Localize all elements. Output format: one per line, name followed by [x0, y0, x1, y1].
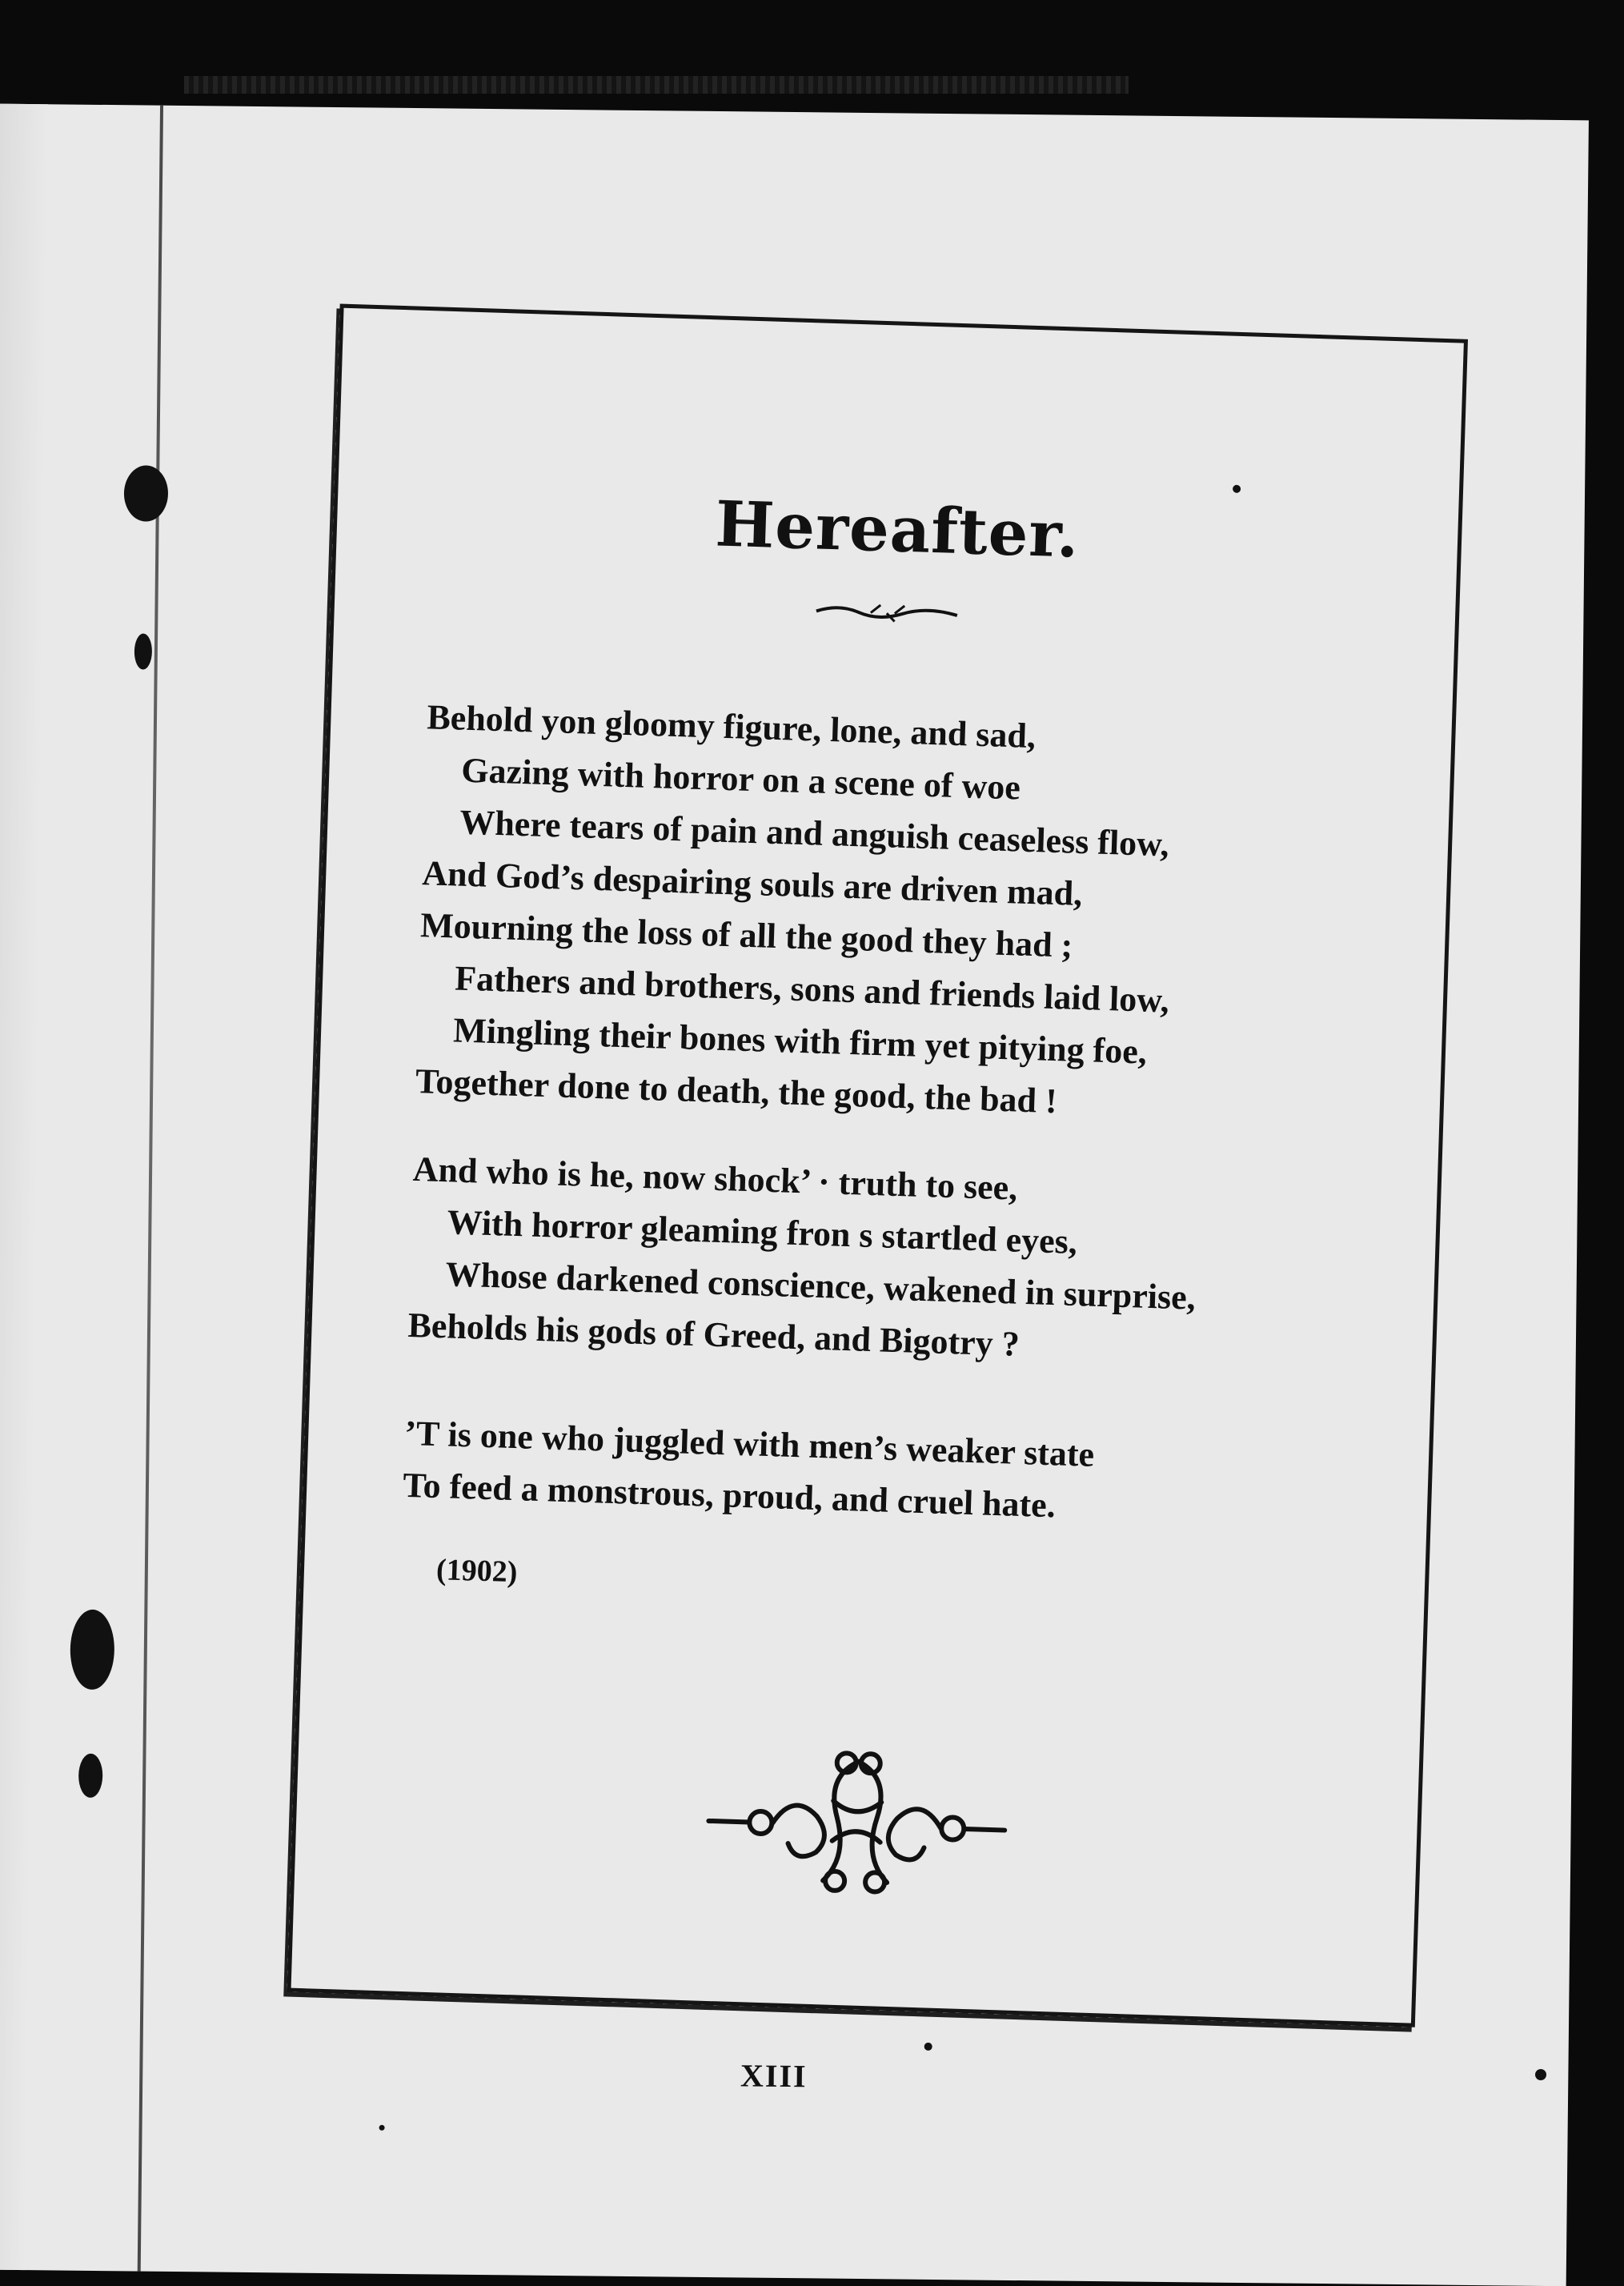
poem-line: Where tears of pain and anguish ceaseless flow, — [459, 802, 1170, 864]
ink-blot — [124, 465, 169, 522]
poem-line: With horror gleaming fron s startled eyes, — [446, 1202, 1078, 1262]
poem-line: Gazing with horror on a scene of woe — [460, 750, 1021, 808]
poem-date: (1902) — [435, 1553, 519, 1590]
poem-line: Mourning the loss of all the good they had ; — [419, 905, 1074, 965]
poem-line: Fathers and brothers, sons and friends laid low, — [454, 958, 1170, 1021]
stanza — [407, 1143, 1334, 1380]
poem-line: Mingling their bones with firm yet pitying foe, — [452, 1010, 1148, 1072]
scan-speck — [379, 2125, 385, 2131]
scan-speck — [924, 2043, 932, 2051]
page-number: XIII — [740, 2057, 808, 2095]
page-left-edge — [0, 104, 48, 2270]
book-page — [0, 104, 1589, 2286]
poem-line: To feed a monstrous, proud, and cruel hate. — [402, 1465, 1057, 1526]
vine-divider-icon — [814, 599, 959, 628]
scan-speck — [1233, 485, 1241, 493]
stanza — [402, 1407, 1325, 1540]
ink-blot — [70, 1610, 114, 1690]
ink-blot — [134, 633, 152, 669]
stanza — [415, 691, 1348, 1136]
scan-speck — [1535, 2069, 1546, 2080]
scroll-ornament-icon — [703, 1741, 1012, 1903]
poem-line: Together done to death, the good, the bad ! — [415, 1061, 1058, 1121]
poem-title: Hereafter. — [714, 487, 1081, 572]
binding-fold-line — [138, 106, 163, 2272]
poem-frame — [287, 304, 1468, 2027]
poem-line: Beholds his gods of Greed, and Bigotry ? — [407, 1305, 1021, 1364]
poem-line: And who is he, now shock’ · truth to see, — [412, 1149, 1019, 1208]
ink-blot — [78, 1754, 103, 1798]
poem-line: And God’s despairing souls are driven mad, — [421, 853, 1083, 914]
scan-edge-strip — [184, 76, 1129, 94]
poem-line: Behold yon gloomy figure, lone, and sad, — [426, 697, 1037, 756]
poem-line: ’T is one who juggled with men’s weaker state — [403, 1413, 1095, 1474]
poem-line: Whose darkened conscience, wakened in surprise, — [444, 1254, 1197, 1317]
